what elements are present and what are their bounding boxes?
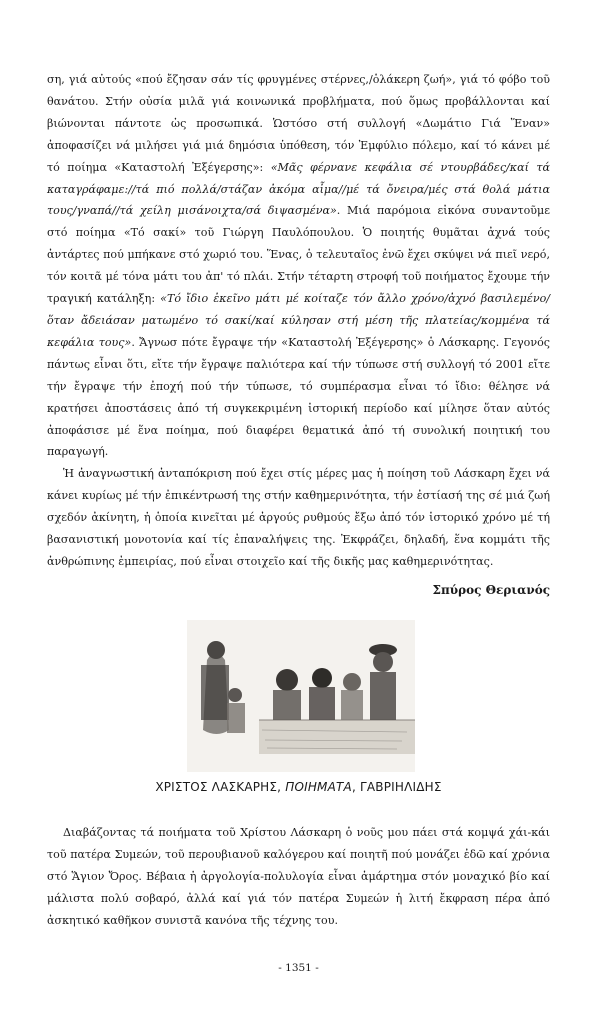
sketch-illustration — [187, 620, 415, 772]
book-work: ΠΟΙΗΜΑΤΑ — [285, 780, 352, 794]
page-number: - 1351 - — [278, 962, 319, 974]
paragraph-2: Ἡ ἀναγνωστική ἀνταπόκριση πού ἔχει στίς μέρες μας ἡ ποίηση τοῦ Λάσκαρη ἔχει νά κάνει κυρίως μέ τήν ἐπικέντρωσή της στήν καθημερινότητα, τήν ἐστίασή της σέ μιά ζωή σχεδόν ἀκίνητη, ἡ ὁποία κινεῖται μέ ἀργούς ρυθμούς ἔξω ἀπό τόν ἱστορικό χρόνο μέ τή βασανιστική μονοτονία καί τίς ἐπαναλήψεις της. Ἐκφράζει, δηλαδή, ἕνα κομμάτι τῆς ἀνθρώπινης ἐμπειρίας, πού εἶναι στοιχεῖο καί τῆς δικῆς μας καθημερινότητας. — [47, 467, 550, 568]
text-run: . Ἄγνωσ πότε ἔγραψε τήν «Καταστολή Ἐξέγερσης» ὁ Λάσκαρης. Γεγονός πάντως εἶναι ὅτι, εἴτε τήν ἔγραψε παλιότερα καί τήν τύπωσε στή συλλογή τό 2001 εἴτε τήν ἔγραψε τήν ἐποχή πού τήν τύπωσε, τό συμπέρασμα εἶναι τό ἴδιο: θέλησε νά κρατήσει ἀποστάσεις ἀπό τή συγκεκριμένη ἱστορική περίοδο καί μίλησε ὅταν αὐτός ἀποφάσισε μέ ἕνα ποίημα, πού διαφέρει θεματικά ἀπό τή συνολική ποιητική του παραγωγή. — [47, 335, 550, 459]
book-publisher: , ΓΑΒΡΙΗΛΙΔΗΣ — [351, 780, 442, 794]
poem-quote: «Μᾶς φέρνανε κεφάλια σέ ντουρβάδες/καί τά καταγράφαμε://τά πιό πολλά/στάζαν ἀκόμα αἷμα//μέ τά ὄνειρα/μές στά θολά μάτια τους/γναπά//τά χείλη μισάνοιχτα/σά διψασμένα» — [47, 160, 550, 218]
article-body — [47, 69, 550, 573]
poem-quote: «Τό ἴδιο ἐκεῖνο μάτι μέ κοίταζε τόν ἄλλο χρόνο/ἀχνό βασιλεμένο/ὅταν ἄδειάσαν ματωμένο τό σακί/καί κύλησαν στή μέση τῆς πλατείας/κομμένα τά κεφάλια τους» — [47, 292, 550, 349]
article-author: Σπύρος Θεριανός — [432, 583, 550, 597]
text-run: . Μιά παρόμοια εἰκόνα συναντοῦμε στό ποίημα «Τό σακί» τοῦ Γιώργη Παυλόπουλου. Ὁ ποιητής θυμᾶται ἀχνά τούς ἀντάρτες πού μπήκανε στό χωριό του. Ἕνας, ὁ τελευταῖος ἐνῶ ἔχει σκύψει νά πιεῖ νερό, τόν κοιτᾶ μέ τόνα μάτι του ἀπ' τό πλάι. Στήν τέταρτη στροφή τοῦ ποιήματος ἔχουμε τήν τραγική κατάληξη: — [47, 204, 550, 306]
book-author: ΧΡΙΣΤΟΣ ΛΑΣΚΑΡΗΣ, — [155, 780, 286, 794]
review-paragraph: Διαβάζοντας τά ποιήματα τοῦ Χρίστου Λάσκαρη ὁ νοῦς μου πάει στά κομψά χάι-κάι τοῦ πατέρα Συμεών, τοῦ περουβιανοῦ καλόγερου καί ποιητῆ πού μονάζει ἐδῶ καί χρόνια στό Ἅγιον Ὄρος. Βέβαια ἡ ἀργολογία-πολυλογία εἶναι ἁμάρτημα στόν μοναχικό βίο καί μάλιστα πολύ σοβαρό, ἀλλά καί γιά τόν πατέρα Συμεών ἡ λιτή ἔκφραση πέρα ἀπό ἀσκητικό καθῆκον συνιστᾶ κανόνα τῆς τέχνης του. — [47, 826, 550, 927]
paragraph-1 — [47, 69, 550, 463]
text-run: ση, γιά αὐτούς «πού ἔζησαν σάν τίς φρυγμένες στέρνες,/ὁλάκερη ζωή», γιά τό φόβο τοῦ θανάτου. Στήν οὐσία μιλᾶ γιά κοινωνικά προβλήματα, πού ὅμως προβάλλονται καί βιώνονται πάντοτε ὡς προσωπικά. Ὡστόσο στή συλλογή «Δωμάτιο Γιά Ἕναν» ἀποφασίζει νά μιλήσει γιά μιά δημόσια ὑπόθεση, τόν Ἐμφύλιο πόλεμο, καί τό κάνει μέ τό ποίημα «Καταστολή Ἐξέγερσης»: — [47, 73, 550, 174]
review-book-title — [0, 780, 597, 794]
review-body — [47, 822, 550, 932]
